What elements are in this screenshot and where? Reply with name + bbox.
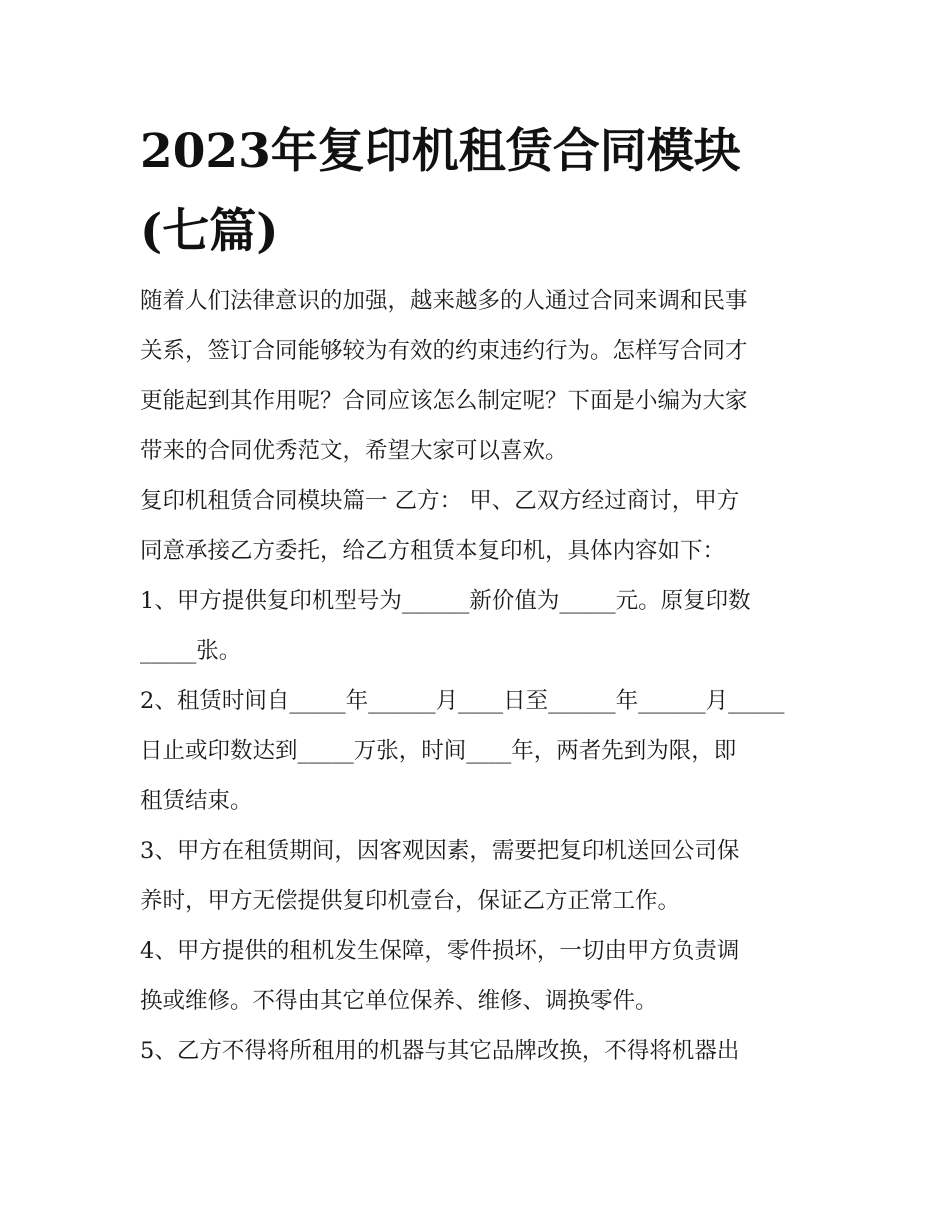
document-title — [140, 112, 820, 272]
text-line: _____张。 — [140, 638, 242, 664]
text-line: 同意承接乙方委托，给乙方租赁本复印机，具体内容如下： — [140, 538, 726, 564]
intro-paragraph — [140, 276, 830, 476]
clause-1 — [140, 576, 830, 676]
title-line: 2023年复印机租赁合同模块 — [140, 124, 741, 179]
text-line: 随着人们法律意识的加强，越来越多的人通过合同来调和民事 — [140, 288, 748, 314]
text-line: 带来的合同优秀范文，希望大家可以喜欢。 — [140, 438, 568, 464]
text-line: 5、乙方不得将所租用的机器与其它品牌改换，不得将机器出 — [140, 1038, 740, 1064]
text-line: 复印机租赁合同模块篇一 乙方： 甲、乙双方经过商讨，甲方 — [140, 488, 740, 514]
text-line: 3、甲方在租赁期间，因客观因素，需要把复印机送回公司保 — [140, 838, 740, 864]
text-line: 更能起到其作用呢？合同应该怎么制定呢？下面是小编为大家 — [140, 388, 748, 414]
text-line: 养时，甲方无偿提供复印机壹台，保证乙方正常工作。 — [140, 888, 681, 914]
clause-2 — [140, 676, 830, 826]
section-heading-paragraph — [140, 476, 830, 576]
text-line: 租赁结束。 — [140, 788, 253, 814]
document-body — [140, 276, 830, 1076]
text-line: 1、甲方提供复印机型号为______新价值为_____元。原复印数 — [140, 588, 751, 614]
text-line: 日止或印数达到_____万张，时间____年，两者先到为限，即 — [140, 738, 737, 764]
text-line: 4、甲方提供的租机发生保障，零件损坏，一切由甲方负责调 — [140, 938, 740, 964]
text-line: 换或维修。不得由其它单位保养、维修、调换零件。 — [140, 988, 658, 1014]
title-line: (七篇) — [140, 204, 279, 259]
clause-3 — [140, 826, 830, 926]
text-line: 2、租赁时间自_____年______月____日至______年______月_____ — [140, 688, 785, 714]
clause-4 — [140, 926, 830, 1026]
text-line: 关系，签订合同能够较为有效的约束违约行为。怎样写合同才 — [140, 338, 748, 364]
clause-5 — [140, 1026, 830, 1076]
